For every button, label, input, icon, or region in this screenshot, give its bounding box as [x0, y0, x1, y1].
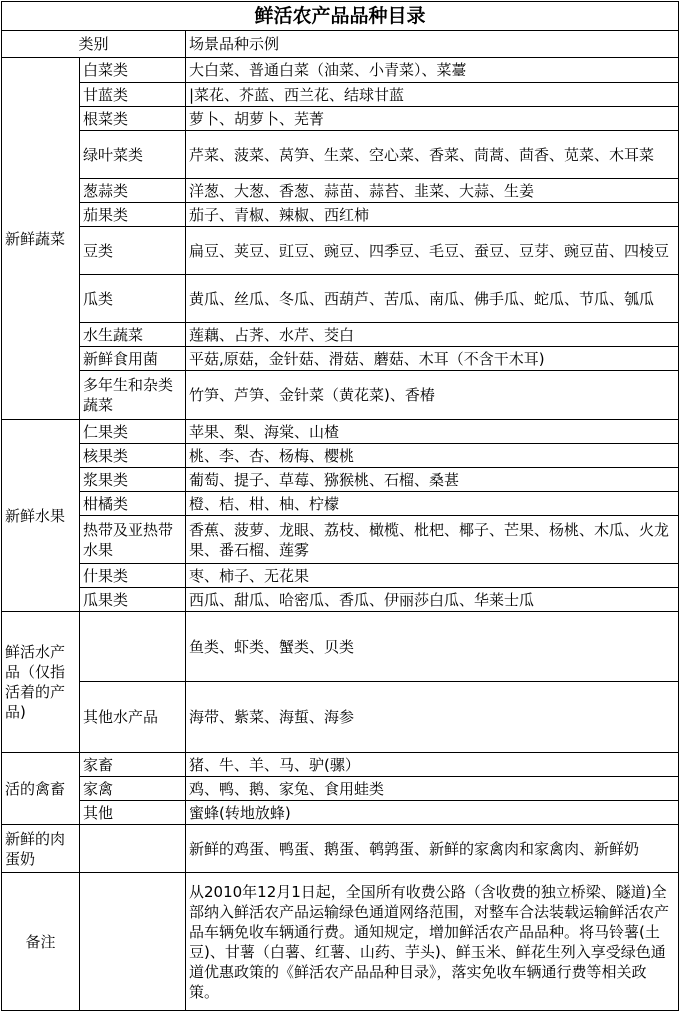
examples-cell: 枣、柿子、无花果: [186, 564, 679, 588]
subcategory-cell: 其他: [80, 801, 186, 825]
examples-cell: 茄子、青椒、辣椒、西红柿: [186, 203, 679, 227]
examples-cell: 新鲜的鸡蛋、鸭蛋、鹅蛋、鹌鹑蛋、新鲜的家禽肉和家禽肉、新鲜奶: [186, 825, 679, 873]
examples-cell: 芹菜、菠菜、莴笋、生菜、空心菜、香菜、茼蒿、茴香、苋菜、木耳菜: [186, 131, 679, 179]
subcategory-cell: 柑橘类: [80, 492, 186, 516]
subcategory-cell: 浆果类: [80, 468, 186, 492]
examples-cell: 竹笋、芦笋、金针菜（黄花菜)、香椿: [186, 371, 679, 420]
examples-cell: 猪、牛、羊、马、驴(骡）: [186, 753, 679, 777]
category-livestock: 活的禽畜: [2, 753, 80, 825]
examples-cell: 橙、桔、柑、柚、柠檬: [186, 492, 679, 516]
examples-cell: 萝卜、胡萝卜、芜菁: [186, 107, 679, 131]
examples-cell: 蜜蜂(转地放蜂): [186, 801, 679, 825]
examples-cell: 香蕉、菠萝、龙眼、荔枝、橄榄、枇杷、椰子、芒果、杨桃、木瓜、火龙果、番石榴、莲雾: [186, 516, 679, 564]
subcategory-cell: [80, 612, 186, 682]
subcategory-cell: 核果类: [80, 444, 186, 468]
subcategory-cell: 瓜类: [80, 275, 186, 323]
subcategory-cell: 新鲜食用菌: [80, 347, 186, 371]
examples-cell: 平菇,原菇，金针菇、滑菇、蘑菇、木耳（不含干木耳): [186, 347, 679, 371]
examples-cell: 鱼类、虾类、蟹类、贝类: [186, 612, 679, 682]
header-category: 类别: [2, 31, 186, 58]
examples-cell: 西瓜、甜瓜、哈密瓜、香瓜、伊丽莎白瓜、华莱士瓜: [186, 588, 679, 612]
subcategory-cell: 绿叶菜类: [80, 131, 186, 179]
header-examples: 场景品种示例: [186, 31, 679, 58]
subcategory-cell: 水生蔬菜: [80, 323, 186, 347]
examples-cell: 莲藕、占荠、水芹、茭白: [186, 323, 679, 347]
examples-cell: 海带、紫菜、海蜇、海参: [186, 682, 679, 753]
subcategory-cell: 甘蓝类: [80, 83, 186, 107]
category-vegetables: 新鲜蔬菜: [2, 58, 80, 420]
category-meat-eggs-milk: 新鲜的肉蛋奶: [2, 825, 80, 873]
examples-cell: 苹果、梨、海棠、山楂: [186, 420, 679, 444]
subcategory-cell: [80, 825, 186, 873]
notes-label: 备注: [2, 873, 80, 1011]
category-aquatic: 鲜活水产品（仅指活着的产品): [2, 612, 80, 753]
notes-text: 从2010年12月1日起，全国所有收费公路（含收费的独立桥梁、隧道)全部纳入鲜活农产品运输绿色通道网络范围，对整车合法装载运输鲜活农产品车辆免收车辆通行费。通知规定，增加鲜活农产品品种。将马铃薯(土豆)、甘薯（白薯、红薯、山药、芋头)、鲜玉米、鲜花生列入享受绿色通道优惠政策的《鲜活农产品品种目录》，落实免收车辆通行费等相关政策。: [186, 873, 679, 1011]
examples-cell: |菜花、芥蓝、西兰花、结球甘蓝: [186, 83, 679, 107]
examples-cell: 桃、李、杏、杨梅、樱桃: [186, 444, 679, 468]
examples-cell: 大白菜、普通白菜（油菜、小青菜）、菜薹: [186, 58, 679, 83]
subcategory-cell: 白菜类: [80, 58, 186, 83]
subcategory-cell: 什果类: [80, 564, 186, 588]
examples-cell: 鸡、鸭、鹅、家兔、食用蛙类: [186, 777, 679, 801]
examples-cell: 洋葱、大葱、香葱、蒜苗、蒜苔、韭菜、大蒜、生姜: [186, 179, 679, 203]
category-fruits: 新鲜水果: [2, 420, 80, 612]
page-title: 鲜活农产品品种目录: [2, 2, 679, 31]
examples-cell: 葡萄、提子、草莓、猕猴桃、石榴、桑葚: [186, 468, 679, 492]
subcategory-cell: [80, 873, 186, 1011]
subcategory-cell: 根菜类: [80, 107, 186, 131]
subcategory-cell: 家禽: [80, 777, 186, 801]
subcategory-cell: 葱蒜类: [80, 179, 186, 203]
subcategory-cell: 茄果类: [80, 203, 186, 227]
subcategory-cell: 仁果类: [80, 420, 186, 444]
subcategory-cell: 多年生和杂类蔬菜: [80, 371, 186, 420]
examples-cell: 扁豆、荚豆、豇豆、豌豆、四季豆、毛豆、蚕豆、豆芽、豌豆苗、四棱豆: [186, 227, 679, 275]
subcategory-cell: 热带及亚热带水果: [80, 516, 186, 564]
catalog-table: [1, 1, 679, 1011]
subcategory-cell: 其他水产品: [80, 682, 186, 753]
subcategory-cell: 家畜: [80, 753, 186, 777]
examples-cell: 黄瓜、丝瓜、冬瓜、西葫芦、苦瓜、南瓜、佛手瓜、蛇瓜、节瓜、瓠瓜: [186, 275, 679, 323]
subcategory-cell: 豆类: [80, 227, 186, 275]
subcategory-cell: 瓜果类: [80, 588, 186, 612]
